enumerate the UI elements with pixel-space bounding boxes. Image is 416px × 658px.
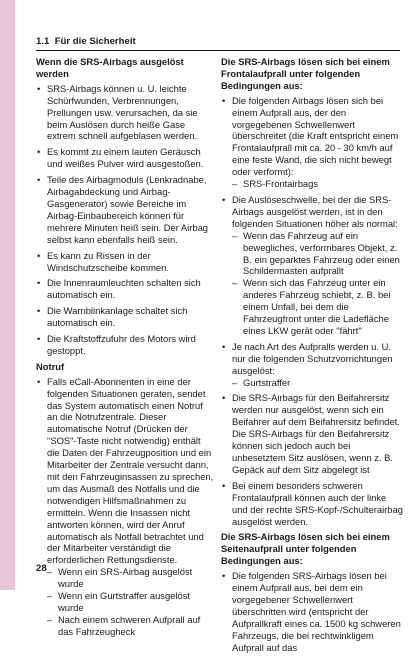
chapter-side-tab <box>0 0 15 590</box>
frontal-impact-heading: Die SRS-Airbags lösen sich bei einem Frontalaufprall unter folgenden Bedingungen aus: <box>221 56 390 91</box>
section-header <box>36 34 400 51</box>
airbag-deploy-heading: Wenn die SRS-Airbags ausgelöst werden <box>36 56 184 79</box>
list-item: • Es kommt zu einem lauten Geräusch und weißes Pulver wird ausgestoßen. <box>36 146 214 170</box>
side-impact-heading: Die SRS-Airbags lösen sich bei einem Seitenaufprall unter folgenden Bedingungen aus: <box>221 531 390 567</box>
list-item: • Die folgenden SRS-Airbags lösen bei einem Aufprall aus, bei dem ein vorgegebener Schwellenwert überschritten wird (entspricht der Aufprallkraft eines ca. 1500 kg schweren Fahrzeugs, die bei rechtwinkligem Aufprall auf das <box>221 570 403 653</box>
section-number: 1.1 <box>36 36 50 47</box>
list-item: • SRS-Airbags können u. U. leichte Schürfwunden, Verbrennungen, Prellungen usw. verursachen, da sie beim Auslösen durch heiße Gase extrem schnell aufgeblasen werden. <box>36 83 214 143</box>
page-number: 28 <box>36 563 47 574</box>
sub-list <box>232 377 403 389</box>
list-item-text: Die Auslöseschwelle, bei der die SRS-Airbags ausgelöst werden, ist in den folgenden Situationen höher als normal: <box>232 193 398 229</box>
right-column <box>221 56 403 658</box>
frontal-impact-list <box>221 95 403 528</box>
deploy-effects-list <box>36 83 214 357</box>
notruf-list <box>36 376 214 638</box>
sub-list-item: – Wenn sich das Fahrzeug unter ein anderes Fahrzeug schiebt, z. B. bei einem Unfall, bei dem die Fahrzeugfront unter die Ladefläche eines LKW gerät oder "fährt" <box>232 277 403 337</box>
list-item: • Teile des Airbagmoduls (Lenkradnabe, Airbagabdeckung und Airbag-Gasgenerator) sowie Bereiche im Airbag-Einbaubereich können für mehrere Minuten heiß sein. Der Airbag selbst kann ebenfalls heiß sein. <box>36 174 214 245</box>
list-item-text: Je nach Art des Aufpralls werden u. U. nur die folgenden Schutzvorrichtungen ausgelöst: <box>232 340 393 376</box>
sub-list-item: – Wenn das Fahrzeug auf ein bewegliches, verformbares Objekt, z. B. ein geparktes Fahrzeug oder einen Schildermasten aufprallt <box>232 230 403 278</box>
list-item <box>221 194 403 337</box>
notruf-heading: Notruf <box>36 360 65 372</box>
list-item: • Es kann zu Rissen in der Windschutzscheibe kommen. <box>36 250 214 274</box>
sub-list-item: – Nach einem schweren Aufprall auf das Fahrzeugheck <box>47 614 214 638</box>
list-item: • Die SRS-Airbags für den Beifahrersitz werden nur ausgelöst, wenn sich ein Beifahrer auf dem Beifahrersitz befindet. Die SRS-Airbags für den Beifahrersitz können sich jedoch auch bei unbesetztem Sitz auslösen, wenn z. B. Gepäck auf dem Sitz abgelegt ist <box>221 392 403 475</box>
notruf-sub-list <box>47 566 214 637</box>
side-impact-list <box>221 570 403 653</box>
list-item-text: Die folgenden Airbags lösen sich bei einem Aufprall aus, der den vorgegebenen Schwellenwert überschreitet (die Kraft entspricht einem Frontalaufprall mit ca. 20 - 30 km/h auf eine feste Wand, die sich nicht bewegt oder verformt): <box>232 94 399 178</box>
list-item <box>221 341 403 389</box>
sub-list-item: – Wenn ein SRS-Airbag ausgelöst wurde <box>47 566 214 590</box>
sub-list-item: – SRS-Frontairbags <box>232 178 403 190</box>
sub-list-item: – Gurtstraffer <box>232 377 403 389</box>
list-item <box>221 95 403 190</box>
list-item: • Die Kraftstoffzufuhr des Motors wird gestoppt. <box>36 333 214 357</box>
list-item: • Die Warnblinkanlage schaltet sich automatisch ein. <box>36 305 214 329</box>
notruf-text: Falls eCall-Abonnenten in eine der folgenden Situationen geraten, sendet das System automatisch einen Notruf an die Notrufzentrale. Dieser automatische Notruf (Drücken der "SOS"-Taste nicht notwendig) enthält die Daten der Fahrzeugposition und ein Mitarbeiter der Zentrale versucht dann, mit den Fahrzeuginsassen zu sprechen, um das Ausmaß des Notfalls und die notwendigen Hilfsmaßnahmen zu ermitteln. Wenn die Insassen nicht antworten können, wird der Anruf automatisch als Notfall betrachtet und der Mitarbeiter verständigt die erforderlichen Rettungsdienste. <box>47 375 214 566</box>
left-column <box>36 56 214 642</box>
section-title: Für die Sicherheit <box>54 36 136 47</box>
sub-list-item: – Wenn ein Gurtstraffer ausgelöst wurde <box>47 590 214 614</box>
list-item: • Die Innenraumleuchten schalten sich automatisch ein. <box>36 277 214 301</box>
list-item <box>36 376 214 638</box>
sub-list <box>232 230 403 337</box>
sub-list <box>232 178 403 190</box>
list-item: • Bei einem besonders schweren Frontalaufprall können auch der linke und der rechte SRS-Kopf-/Schulterairbag ausgelöst werden. <box>221 480 403 528</box>
